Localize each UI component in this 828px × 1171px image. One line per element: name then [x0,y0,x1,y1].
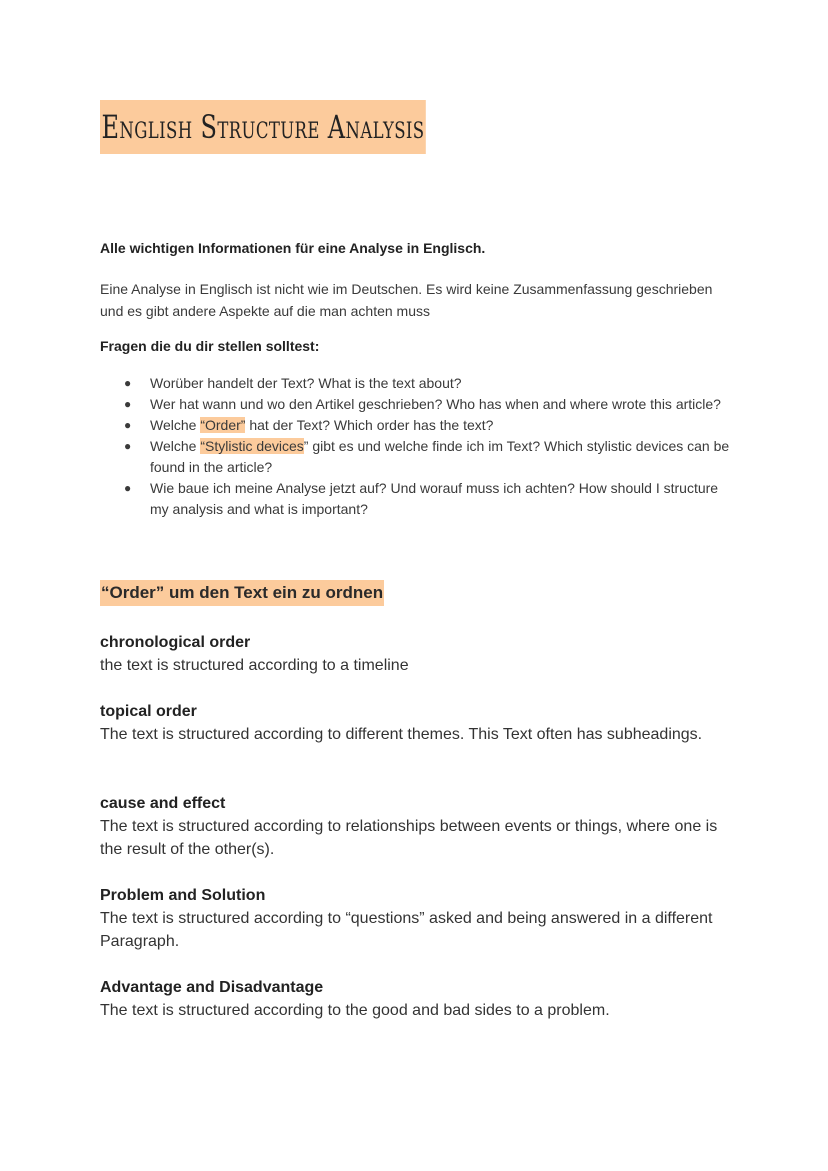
intro-paragraph: Eine Analyse in Englisch ist nicht wie im Deutschen. Es wird keine Zusammenfassung geschrieben und es gibt andere Aspekte auf die man achten muss [100,281,713,319]
section-heading: “Order” um den Text ein zu ordnen [100,580,384,606]
order-title: Advantage and Disadvantage [100,979,324,996]
order-title: topical order [100,703,197,720]
order-title: Problem and Solution [100,887,266,904]
lead-text: Alle wichtigen Informationen für eine Analyse in Englisch. [100,240,486,256]
bullet-icon: ● [124,439,132,453]
question-item: ● Welche “Order” hat der Text? Which order has the text? [100,415,730,436]
page-title: English Structure Analysis [100,100,426,154]
question-item: ● Worüber handelt der Text? What is the text about? [100,373,730,394]
highlight-stylistic-devices: “Stylistic devices [200,438,304,454]
order-title: chronological order [100,634,251,651]
order-description: The text is structured according to relationships between events or things, where one is the result of the other(s). [100,818,718,858]
order-description: The text is structured according to “questions” asked and being answered in a different Paragraph. [100,910,713,950]
order-item [100,631,730,677]
bullet-icon: ● [124,397,132,411]
order-description: The text is structured according to different themes. This Text often has subheadings. [100,726,703,743]
question-item: ● Wer hat wann und wo den Artikel geschrieben? Who has when and where wrote this article? [100,394,730,415]
question-item: ● Welche “Stylistic devices” gibt es und welche finde ich im Text? Which stylistic devices can be found in the article? [124,438,730,475]
bullet-icon: ● [124,418,132,432]
bullet-icon: ● [124,376,132,390]
order-item [100,884,730,953]
order-description: The text is structured according to the good and bad sides to a problem. [100,1002,610,1019]
questions-list [100,373,730,520]
order-item [100,792,730,861]
order-title: cause and effect [100,795,226,812]
bullet-icon: ● [124,481,132,495]
order-description: the text is structured according to a timeline [100,657,409,674]
question-item: ● Wie baue ich meine Analyse jetzt auf? Und worauf muss ich achten? How should I structure my analysis and what is important? [124,480,719,517]
order-item [100,976,730,1022]
questions-heading: Fragen die du dir stellen solltest: [100,338,320,354]
highlight-order: “Order” [200,417,246,433]
order-item [100,700,730,746]
